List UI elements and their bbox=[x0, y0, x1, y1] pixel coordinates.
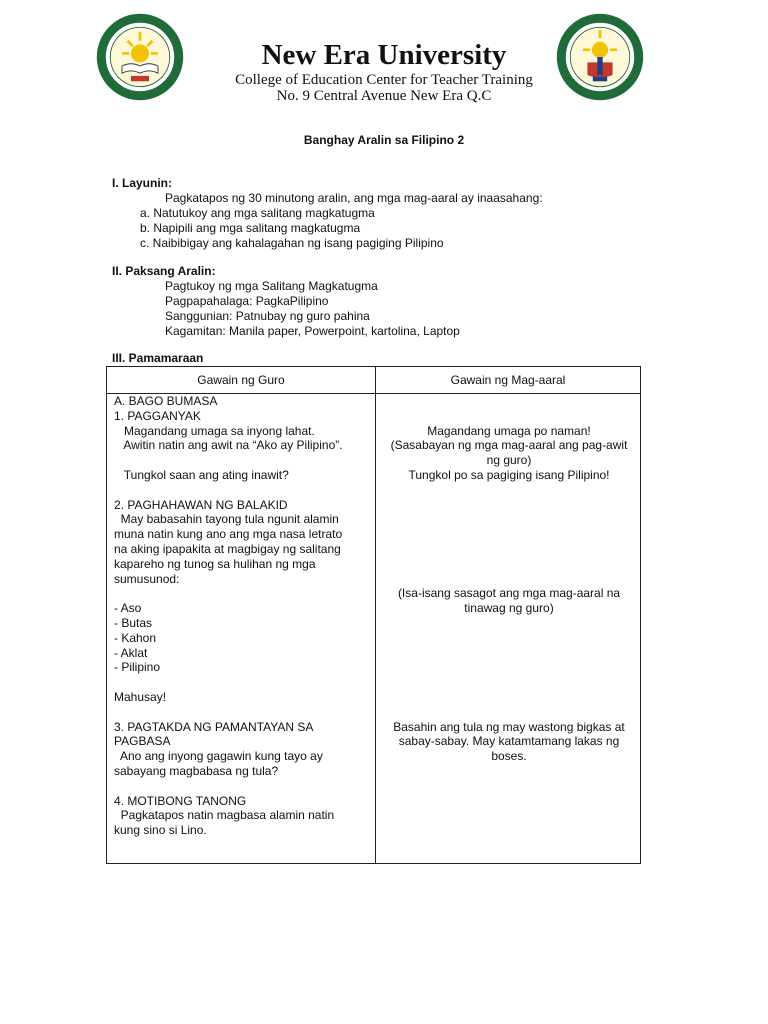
guro-line: kung sino si Lino. bbox=[114, 823, 207, 838]
guro-line: Awitin natin ang awit na “Ako ay Pilipino”. bbox=[114, 438, 343, 453]
paksang-aralin-item: Sanggunian: Patnubay ng guro pahina bbox=[165, 309, 370, 323]
layunin-heading: I. Layunin: bbox=[112, 176, 172, 190]
guro-line: 1. PAGGANYAK bbox=[114, 408, 201, 423]
pamamaraan-heading: III. Pamamaraan bbox=[112, 351, 204, 365]
table-row bbox=[107, 394, 641, 864]
guro-line: kapareho ng tunog sa hulihan ng mga bbox=[114, 556, 316, 571]
guro-line: - Butas bbox=[114, 616, 153, 630]
layunin-item: b. Napipili ang mga salitang magkatugma bbox=[140, 221, 361, 235]
table-header-row bbox=[107, 367, 641, 394]
layunin-intro: Pagkatapos ng 30 minutong aralin, ang mga mag-aaral ay inaasahang: bbox=[165, 191, 543, 205]
magaaral-line: Basahin ang tula ng may wastong bigkas at bbox=[393, 719, 625, 734]
paksang-aralin-item: Pagpapahalaga: PagkaPilipino bbox=[165, 294, 329, 308]
guro-line: Tungkol saan ang ating inawit? bbox=[114, 468, 289, 482]
magaaral-line: boses. bbox=[491, 749, 527, 764]
magaaral-line: sabay-sabay. May katamtamang lakas ng bbox=[398, 734, 620, 749]
document-title: Banghay Aralin sa Filipino 2 bbox=[303, 133, 465, 147]
paksang-aralin-item: Pagtukoy ng mga Salitang Magkatugma bbox=[165, 279, 378, 293]
university-address: No. 9 Central Avenue New Era Q.C bbox=[276, 88, 492, 104]
guro-line: 2. PAGHAHAWAN NG BALAKID bbox=[114, 497, 288, 512]
magaaral-cell bbox=[376, 394, 641, 864]
column-header-magaaral: Gawain ng Mag-aaral bbox=[376, 367, 641, 394]
magaaral-line: Magandang umaga po naman! bbox=[427, 423, 591, 438]
guro-line: sabayang magbabasa ng tula? bbox=[114, 764, 279, 778]
pamamaraan-section bbox=[112, 351, 203, 366]
layunin-section bbox=[112, 176, 543, 251]
paksang-aralin-section bbox=[112, 264, 460, 339]
guro-line: A. BAGO BUMASA bbox=[114, 394, 218, 408]
guro-line: Pagkatapos natin magbasa alamin natin bbox=[114, 808, 335, 823]
guro-line: sumusunod: bbox=[114, 571, 180, 586]
column-header-guro: Gawain ng Guro bbox=[107, 367, 376, 394]
magaaral-line: (Isa-isang sasagot ang mga mag-aaral na bbox=[397, 586, 621, 601]
guro-line: na aking ipapakita at magbigay ng salitang bbox=[114, 542, 341, 556]
magaaral-line: ng guro) bbox=[486, 453, 532, 468]
paksang-aralin-item: Kagamitan: Manila paper, Powerpoint, kartolina, Laptop bbox=[165, 324, 460, 338]
guro-line: - Kahon bbox=[114, 630, 157, 645]
guro-line: Mahusay! bbox=[114, 690, 167, 704]
pamamaraan-table bbox=[106, 366, 641, 864]
guro-cell bbox=[107, 394, 376, 864]
magaaral-line: Tungkol po sa pagiging isang Pilipino! bbox=[408, 468, 610, 482]
guro-line: 4. MOTIBONG TANONG bbox=[114, 793, 247, 808]
guro-line: - Aklat bbox=[114, 645, 148, 660]
guro-line: Ano ang inyong gagawin kung tayo ay bbox=[114, 749, 323, 764]
layunin-item: a. Natutukoy ang mga salitang magkatugma bbox=[140, 206, 375, 220]
magaaral-line: tinawag ng guro) bbox=[464, 601, 554, 616]
guro-line: muna natin kung ano ang mga nasa letrato bbox=[114, 527, 343, 542]
paksang-aralin-heading: II. Paksang Aralin: bbox=[112, 264, 216, 278]
university-name: New Era University bbox=[261, 39, 507, 71]
guro-line: PAGBASA bbox=[114, 734, 171, 749]
guro-line: May babasahin tayong tula ngunit alamin bbox=[114, 512, 339, 527]
guro-line: - Pilipino bbox=[114, 660, 161, 675]
magaaral-line: (Sasabayan ng mga mag-aaral ang pag-awit bbox=[390, 438, 628, 453]
college-name: College of Education Center for Teacher Training bbox=[235, 72, 533, 88]
guro-line: - Aso bbox=[114, 601, 142, 616]
guro-line: 3. PAGTAKDA NG PAMANTAYAN SA bbox=[114, 719, 314, 734]
guro-line: Magandang umaga sa inyong lahat. bbox=[114, 423, 315, 438]
layunin-item: c. Naibibigay ang kahalagahan ng isang pagiging Pilipino bbox=[140, 236, 444, 250]
